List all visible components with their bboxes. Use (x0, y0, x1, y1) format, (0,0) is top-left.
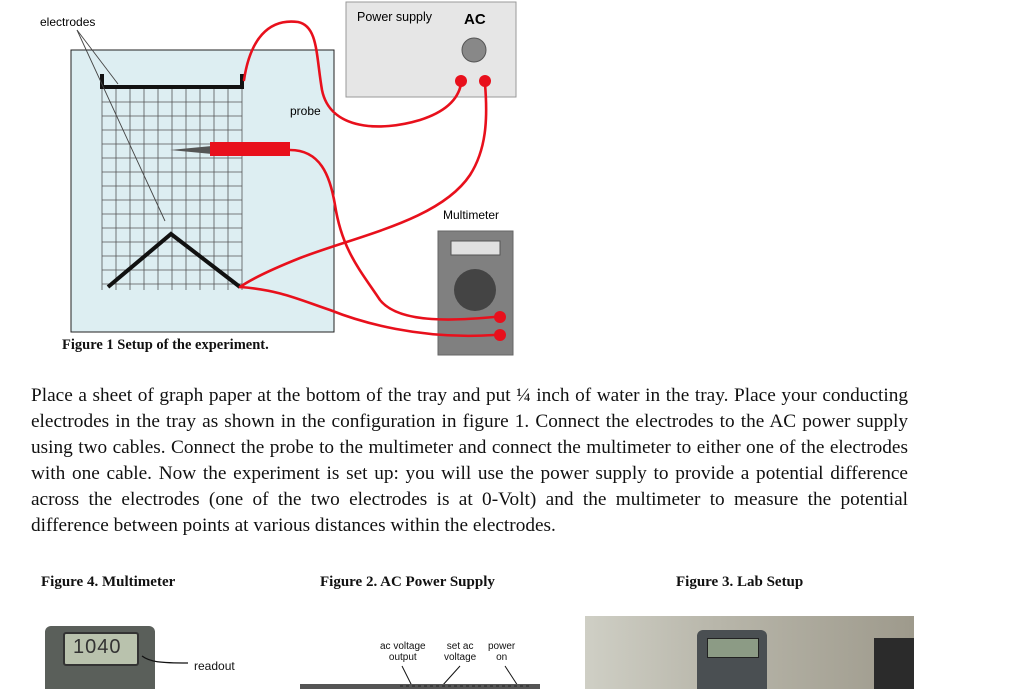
instructions-paragraph: Place a sheet of graph paper at the bottom of the tray and put ¼ inch of water in the tray. Place your conducting electrodes in the tray as shown in the configuration in figure 1. Connect the electrodes to the AC power supply using two cables. Connect the probe to the multimeter and connect the multimeter to either one of the electrodes with one cable. Now the experiment is set up: you will use the power supply to provide a potential difference across the electrodes (one of the two electrodes is at 0-Volt) and the multimeter to measure the potential difference between points at various distances within the electrodes. (31, 385, 908, 536)
lab-chair (874, 638, 914, 689)
power-supply-label: Power supply (357, 10, 433, 24)
multimeter-display (451, 241, 500, 255)
ac-label: AC (464, 11, 486, 28)
multimeter-dial (454, 269, 496, 311)
power-knob (462, 38, 486, 62)
power-supply-photo-edge (300, 664, 540, 689)
power-on-label: power on (488, 641, 516, 663)
lcd-value: 1040 (73, 636, 122, 658)
figure4-multimeter-photo (45, 626, 155, 689)
lab-multimeter (697, 630, 767, 689)
multimeter-label: Multimeter (443, 208, 500, 222)
multimeter-lcd (63, 632, 139, 666)
electrodes-label: electrodes (40, 15, 96, 29)
figure1-caption: Figure 1 Setup of the experiment. (62, 337, 269, 353)
set-ac-voltage-label: set ac voltage (444, 641, 477, 663)
water-tray (71, 50, 334, 332)
figure4-caption: Figure 4. Multimeter (41, 574, 176, 590)
ac-voltage-output-label: ac voltage output (380, 641, 426, 663)
readout-pointer (140, 650, 190, 670)
figure3-lab-setup-photo (585, 616, 914, 689)
probe (210, 142, 290, 156)
readout-label: readout (194, 659, 235, 673)
figure2-caption: Figure 2. AC Power Supply (320, 574, 495, 590)
multimeter-terminal-bottom (494, 329, 506, 341)
multimeter-terminal-top (494, 311, 506, 323)
figure3-caption: Figure 3. Lab Setup (676, 574, 804, 590)
probe-label: probe (290, 104, 321, 118)
